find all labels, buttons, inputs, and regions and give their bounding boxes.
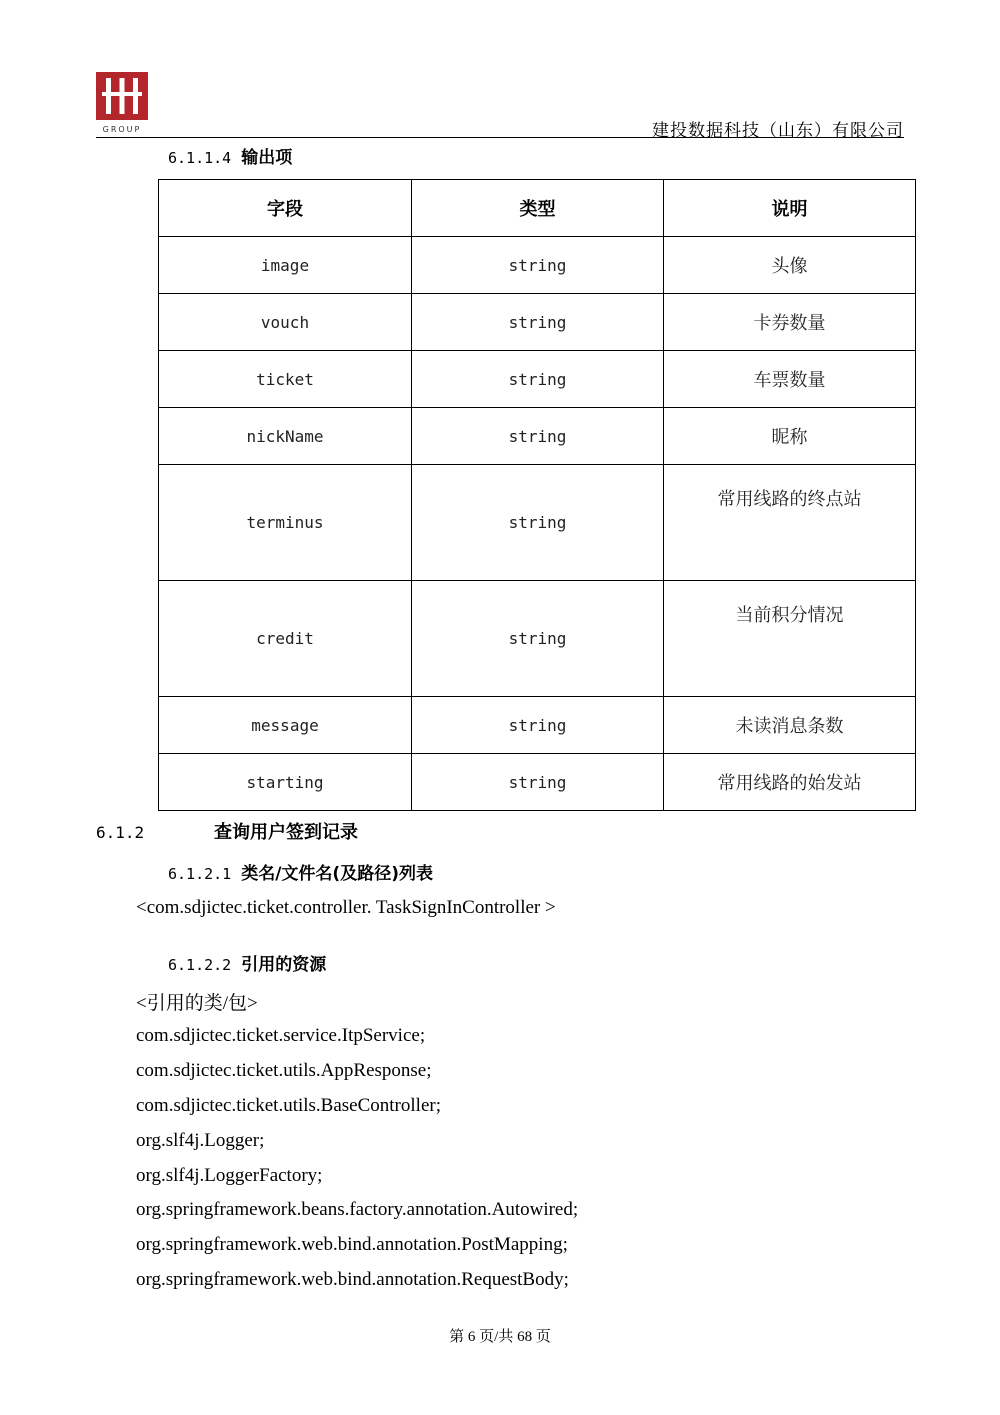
heading-6-1-2-2 [168,950,326,975]
class-path-line: <com.sdjictec.ticket.controller. TaskSignInController > [136,897,556,918]
cell-field: ticket [159,351,412,408]
cell-desc: 昵称 [664,408,916,465]
company-logo [96,72,148,134]
import-line: com.sdjictec.ticket.service.ItpService; [136,1025,426,1046]
heading-title: 引用的资源 [241,955,327,975]
import-line: com.sdjictec.ticket.utils.AppResponse; [136,1060,432,1081]
cell-desc: 当前积分情况 [664,581,916,697]
column-header-desc: 说明 [664,180,916,237]
cell-type: string [412,408,664,465]
table-row [159,581,916,697]
table-row [159,294,916,351]
page-footer: 第 6 页/共 68 页 [449,1329,551,1345]
import-line: com.sdjictec.ticket.utils.BaseController; [136,1095,441,1116]
column-header-field: 字段 [159,180,412,237]
heading-number: 6.1.2.2 [168,956,232,974]
imports-intro: <引用的类/包> [136,993,258,1014]
cell-desc: 头像 [664,237,916,294]
table-row [159,408,916,465]
heading-number: 6.1.1.4 [168,149,232,167]
cell-type: string [412,754,664,811]
import-line: org.springframework.beans.factory.annotation.Autowired; [136,1199,579,1220]
cell-desc: 卡券数量 [664,294,916,351]
table-header-row [159,180,916,237]
cell-field: starting [159,754,412,811]
heading-6-1-2 [96,818,358,844]
cell-type: string [412,465,664,581]
cell-type: string [412,697,664,754]
logo-text: GROUP [102,125,142,134]
header-divider [96,137,904,138]
cell-desc: 未读消息条数 [664,697,916,754]
table-row [159,697,916,754]
table-row [159,465,916,581]
cell-type: string [412,351,664,408]
heading-title: 输出项 [241,148,293,168]
table-row [159,754,916,811]
import-line: org.springframework.web.bind.annotation.RequestBody; [136,1269,569,1290]
import-line: org.springframework.web.bind.annotation.PostMapping; [136,1234,568,1255]
cell-field: vouch [159,294,412,351]
company-name: 建投数据科技（山东）有限公司 [652,121,904,141]
import-line: org.slf4j.LoggerFactory; [136,1165,323,1186]
cell-desc: 常用线路的始发站 [664,754,916,811]
cell-field: image [159,237,412,294]
heading-number: 6.1.2.1 [168,865,232,883]
output-table [158,179,916,811]
table-row [159,237,916,294]
cell-field: credit [159,581,412,697]
cell-field: message [159,697,412,754]
heading-title: 类名/文件名(及路径)列表 [241,864,433,884]
cell-desc: 常用线路的终点站 [664,465,916,581]
cell-type: string [412,237,664,294]
column-header-type: 类型 [412,180,664,237]
cell-type: string [412,294,664,351]
cell-field: nickName [159,408,412,465]
cell-desc: 车票数量 [664,351,916,408]
heading-number: 6.1.2 [96,823,145,842]
heading-title: 查询用户签到记录 [214,822,358,843]
table-row [159,351,916,408]
heading-6-1-1-4 [168,143,292,168]
cell-type: string [412,581,664,697]
import-line: org.slf4j.Logger; [136,1130,265,1151]
cell-field: terminus [159,465,412,581]
heading-6-1-2-1 [168,859,433,884]
